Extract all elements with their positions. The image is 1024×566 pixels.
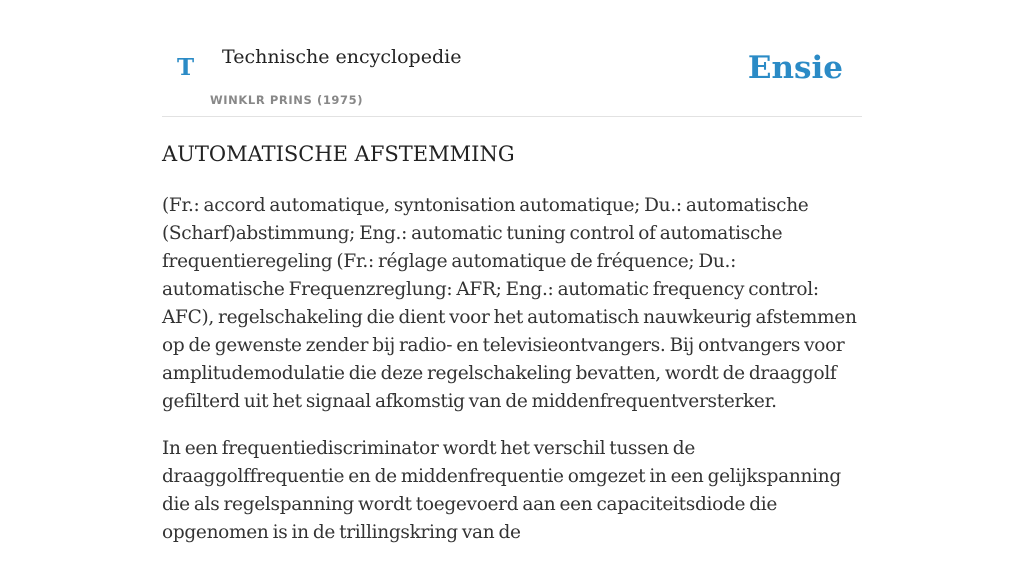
entry-paragraph: In een frequentiediscriminator wordt het verschil tussen de draaggolffrequentie en de middenfrequentie omgezet in een gelijkspanning die als regelspanning wordt toegevoerd aan een capaciteitsdiode die opgenomen is in de trillingskring van de: [162, 438, 841, 543]
header: [162, 0, 862, 117]
dictionary-title[interactable]: Technische encyclopedie: [222, 46, 462, 68]
entry-body: [162, 192, 862, 566]
dictionary-source: WINKLR PRINS (1975): [210, 93, 364, 107]
entry-title: AUTOMATISCHE AFSTEMMING: [162, 142, 515, 166]
brand-logo[interactable]: Ensie: [747, 50, 843, 86]
entry-paragraph: (Fr.: accord automatique, syntonisation automatique; Du.: automatische (Scharf)abstimmung; Eng.: automatic tuning control of automatische frequentieregeling (Fr.: réglage automatique de fréquence; Du.: automatische Frequenzreglung: AFR; Eng.: automatic frequency control: AFC), regelschakeling die dient voor het automatisch nauwkeurig afstemmen op de gewenste zender bij radio- en televisieontvangers. Bij ontvangers voor amplitudemodulatie die deze regelschakeling bevatten, wordt de draaggolf gefilterd uit het signaal afkomstig van de middenfrequentversterker.: [162, 195, 857, 412]
page: [162, 0, 862, 543]
logo-letter-icon[interactable]: T: [177, 54, 195, 81]
